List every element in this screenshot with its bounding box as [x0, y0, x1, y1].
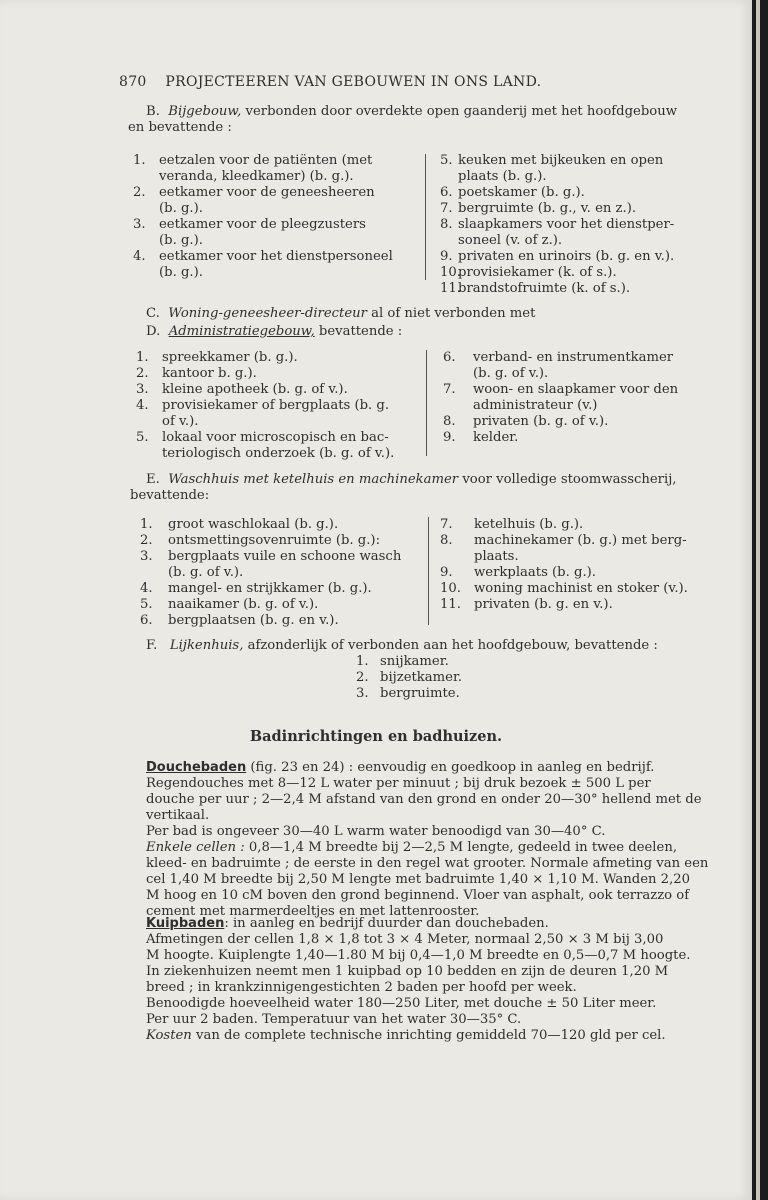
section-d-line: [146, 324, 402, 340]
list-item-text: snijkamer.: [380, 654, 449, 669]
list-item-text: brandstofruimte (k. of s.).: [458, 281, 631, 296]
list-item: [356, 686, 556, 702]
list-item-number: 2.: [140, 533, 153, 548]
list-item: [140, 533, 416, 549]
list-item-text: verband- en instrumentkamer: [473, 350, 674, 365]
section-b-intro-2: en bevattende :: [128, 120, 232, 135]
list-item-number: 10.: [440, 265, 461, 280]
list-item-text: (b. g.).: [159, 233, 203, 248]
list-item-number: 9.: [440, 565, 453, 580]
section-marker: D.: [146, 324, 161, 339]
list-item: [140, 517, 416, 533]
list-item-number: 2.: [133, 185, 146, 200]
list-item: [133, 185, 409, 217]
douche-paragraph: [146, 760, 722, 920]
list-item-number: 5.: [440, 153, 453, 168]
douche-line-1: Douchebaden (fig. 23 en 24) : eenvoudig en goedkoop in aanleg en bedrijf.: [146, 760, 655, 775]
page-number: 870: [119, 74, 147, 90]
list-item-text: eetzalen voor de patiënten (met: [159, 153, 373, 168]
section-d-list-right: [443, 350, 716, 446]
list-item: [136, 382, 414, 398]
douche-line: vertikaal.: [146, 808, 210, 823]
list-item-text: privaten en urinoirs (b. g. en v.).: [458, 249, 675, 264]
section-marker: C.: [146, 306, 160, 321]
list-item-number: 6.: [140, 613, 153, 628]
list-item-number: 1.: [136, 350, 149, 365]
section-e-line-2: bevattende:: [130, 488, 210, 503]
section-b-intro: [146, 104, 677, 120]
list-item-text: kantoor b. g.).: [162, 366, 257, 381]
list-item-number: 1.: [356, 654, 369, 669]
list-item-number: 4.: [136, 398, 149, 413]
list-item-number: 5.: [140, 597, 153, 612]
kuip-line: Per uur 2 baden. Temperatuur van het water 30—35° C.: [146, 1012, 522, 1027]
list-item-text: veranda, kleedkamer) (b. g.).: [159, 169, 354, 184]
list-item-number: 10.: [440, 581, 461, 596]
section-e-list-left: [140, 517, 416, 629]
list-item: [440, 185, 716, 201]
column-divider: [426, 350, 427, 456]
list-item: [440, 217, 716, 249]
column-divider: [425, 154, 426, 280]
list-item-number: 7.: [443, 382, 456, 397]
list-item: [136, 350, 414, 366]
list-item: [136, 430, 414, 462]
section-marker: E.: [146, 472, 160, 487]
kuip-line: M hoogte. Kuiplengte 1,40—1.80 M bij 0,4—1,0 M breedte en 0,5—0,7 M hoogte.: [146, 948, 691, 963]
list-item: [440, 201, 716, 217]
list-item: [356, 654, 556, 670]
list-item-text: werkplaats (b. g.).: [474, 565, 596, 580]
list-item-number: 3.: [140, 549, 153, 564]
section-marker: F.: [146, 638, 158, 653]
list-item-text: woon- en slaapkamer voor den: [473, 382, 679, 397]
list-item-text: bergruimte (b. g., v. en z.).: [458, 201, 637, 216]
list-item-text: mangel- en strijkkamer (b. g.).: [168, 581, 372, 596]
list-item: [136, 366, 414, 382]
list-item: [133, 217, 409, 249]
list-item-text: of v.).: [162, 414, 199, 429]
list-item-text: teriologisch onderzoek (b. g. of v.).: [162, 446, 395, 461]
list-item: [140, 597, 416, 613]
list-item-number: 1.: [133, 153, 146, 168]
list-item: [133, 249, 409, 281]
enkele-line: kleed- en badruimte ; de eerste in den regel wat grooter. Normale afmeting van een: [146, 856, 709, 871]
list-item-text: administrateur (v.): [473, 398, 598, 413]
list-item-number: 8.: [443, 414, 456, 429]
list-item-number: 8.: [440, 217, 453, 232]
list-item-number: 4.: [140, 581, 153, 596]
list-item-text: keuken met bijkeuken en open: [458, 153, 664, 168]
list-item-number: 6.: [443, 350, 456, 365]
list-item-number: 3.: [136, 382, 149, 397]
list-item-text: naaikamer (b. g. of v.).: [168, 597, 319, 612]
douche-term: Douchebaden: [146, 760, 247, 775]
section-text: bevattende :: [318, 324, 403, 339]
kosten-label: Kosten: [146, 1028, 192, 1043]
list-item: [140, 549, 416, 581]
list-item: [440, 281, 716, 297]
section-e-list-right: [440, 517, 718, 613]
list-item-text: provisiekamer of bergplaats (b. g.: [162, 398, 390, 413]
section-text: afzonderlijk of verbonden aan het hoofdgebouw, bevattende :: [247, 638, 658, 653]
list-item-text: groot waschlokaal (b. g.).: [168, 517, 339, 532]
list-item-text: soneel (v. of z.).: [458, 233, 563, 248]
list-item: [140, 581, 416, 597]
list-item: [443, 350, 716, 382]
section-marker: B.: [146, 104, 160, 119]
list-item: [356, 670, 556, 686]
list-item-number: 3.: [356, 686, 369, 701]
section-d-list-left: [136, 350, 414, 462]
list-item-text: privaten (b. g. en v.).: [474, 597, 613, 612]
list-item-number: 2.: [356, 670, 369, 685]
enkele-line: cement met marmerdeeltjes en met lattenrooster.: [146, 904, 480, 919]
section-c-line: [146, 306, 535, 322]
list-item-text: lokaal voor microscopisch en bac-: [162, 430, 389, 445]
kuip-line: breed ; in krankzinnigengestichten 2 baden per hoofd per week.: [146, 980, 577, 995]
kuip-line: Benoodigde hoeveelheid water 180—250 Liter, met douche ± 50 Liter meer.: [146, 996, 657, 1011]
section-heading: Badinrichtingen en badhuizen.: [249, 728, 503, 745]
list-item: [136, 398, 414, 430]
list-item-number: 9.: [443, 430, 456, 445]
list-item: [440, 565, 718, 581]
section-name: Administratiegebouw,: [168, 324, 315, 339]
list-item-number: 5.: [136, 430, 149, 445]
list-item: [440, 517, 718, 533]
list-item-text: slaapkamers voor het dienstper-: [458, 217, 675, 232]
list-item-number: 9.: [440, 249, 453, 264]
list-item-text: plaats.: [474, 549, 519, 564]
list-item-text: eetkamer voor het dienstpersoneel: [159, 249, 393, 264]
list-item: [440, 249, 716, 265]
list-item-text: bergplaatsen (b. g. en v.).: [168, 613, 339, 628]
list-item-text: (b. g. of v.).: [473, 366, 549, 381]
list-item-text: bijzetkamer.: [380, 670, 463, 685]
list-item-text: ontsmettingsovenruimte (b. g.):: [168, 533, 381, 548]
list-item: [440, 265, 716, 281]
list-item: [440, 597, 718, 613]
book-spine-shadow: [752, 0, 768, 1200]
kuip-term: Kuipbaden: [146, 916, 225, 931]
list-item: [440, 581, 718, 597]
list-item-number: 7.: [440, 201, 453, 216]
list-item: [140, 613, 416, 629]
section-e-line: [146, 472, 677, 488]
douche-line: Regendouches met 8—12 L water per minuut ; bij druk bezoek ± 500 L per: [146, 776, 651, 791]
list-item-text: machinekamer (b. g.) met berg-: [474, 533, 687, 548]
kuip-paragraph: [146, 916, 722, 1044]
kuip-line-1: Kuipbaden: in aanleg en bedrijf duurder dan douchebaden.: [146, 916, 549, 931]
running-title: PROJECTEERE​N VAN GEBOUWEN IN ONS LAND.: [165, 74, 542, 90]
list-item-text: woning machinist en stoker (v.).: [474, 581, 688, 596]
page-edge: [756, 0, 760, 1200]
list-item-number: 3.: [133, 217, 146, 232]
list-item-text: (b. g. of v.).: [168, 565, 244, 580]
enkele-line: M hoog en 10 cM boven den grond beginnend. Vloer van asphalt, ook terrazzo of: [146, 888, 690, 903]
section-b-list-right: [440, 153, 716, 297]
list-item: [440, 153, 716, 185]
section-name: Waschhuis met ketelhuis en machinekamer: [168, 472, 459, 487]
running-header: [119, 74, 639, 90]
list-item-text: provisiekamer (k. of s.).: [458, 265, 617, 280]
douche-line: douche per uur ; 2—2,4 M afstand van den grond en onder 20—30° hellend met de: [146, 792, 702, 807]
list-item: [443, 382, 716, 414]
section-name: Lijkenhuis,: [169, 638, 244, 653]
section-text: voor volledige stoomwasscherij,: [462, 472, 677, 487]
list-item-text: bergplaats vuile en schoone wasch: [168, 549, 402, 564]
list-item-number: 6.: [440, 185, 453, 200]
list-item-text: kleine apotheek (b. g. of v.).: [162, 382, 348, 397]
list-item-text: eetkamer voor de pleegzusters: [159, 217, 366, 232]
enkele-label: Enkele cellen :: [146, 840, 245, 855]
kosten-line: Kosten van de complete technische inrichting gemiddeld 70—120 gld per cel.: [146, 1028, 666, 1043]
list-item-number: 8.: [440, 533, 453, 548]
section-name: Bijgebouw,: [168, 104, 242, 119]
list-item-number: 1.: [140, 517, 153, 532]
section-name: Woning-geneesheer-directeur: [168, 306, 367, 321]
list-item: [133, 153, 409, 185]
list-item-text: plaats (b. g.).: [458, 169, 547, 184]
list-item-text: spreekkamer (b. g.).: [162, 350, 298, 365]
list-item-text: ketelhuis (b. g.).: [474, 517, 584, 532]
column-divider: [428, 517, 429, 625]
list-item: [443, 430, 716, 446]
list-item-text: poetskamer (b. g.).: [458, 185, 585, 200]
list-item-text: bergruimte.: [380, 686, 460, 701]
list-item-text: (b. g.).: [159, 265, 203, 280]
douche-line: Per bad is ongeveer 30—40 L warm water benoodigd van 30—40° C.: [146, 824, 606, 839]
enkele-line: cel 1,40 M breedte bij 2,50 M lengte met badruimte 1,40 × 1,10 M. Wanden 2,20: [146, 872, 691, 887]
list-item-text: kelder.: [473, 430, 519, 445]
list-item-number: 11.: [440, 597, 461, 612]
list-item: [443, 414, 716, 430]
list-item-number: 7.: [440, 517, 453, 532]
enkele-line-1: Enkele cellen : 0,8—1,4 M breedte bij 2—2,5 M lengte, gedeeld in twee deelen,: [146, 840, 678, 855]
kuip-line: In ziekenhuizen neemt men 1 kuipbad op 10 bedden en zijn de deuren 1,20 M: [146, 964, 669, 979]
section-text: al of niet verbonden met: [371, 306, 536, 321]
section-b-list-left: [133, 153, 409, 281]
section-f-line: [146, 638, 658, 654]
list-item-number: 4.: [133, 249, 146, 264]
list-item-number: 2.: [136, 366, 149, 381]
list-item-text: eetkamer voor de geneesheeren: [159, 185, 375, 200]
list-item-text: (b. g.).: [159, 201, 203, 216]
list-item-number: 11.: [440, 281, 461, 296]
kuip-line: Afmetingen der cellen 1,8 × 1,8 tot 3 × 4 Meter, normaal 2,50 × 3 M bij 3,00: [146, 932, 664, 947]
section-f-list: [356, 654, 556, 702]
section-text: verbonden door overdekte open gaanderij met het hoofdgebouw: [245, 104, 678, 119]
list-item: [440, 533, 718, 565]
list-item-text: privaten (b. g. of v.).: [473, 414, 609, 429]
